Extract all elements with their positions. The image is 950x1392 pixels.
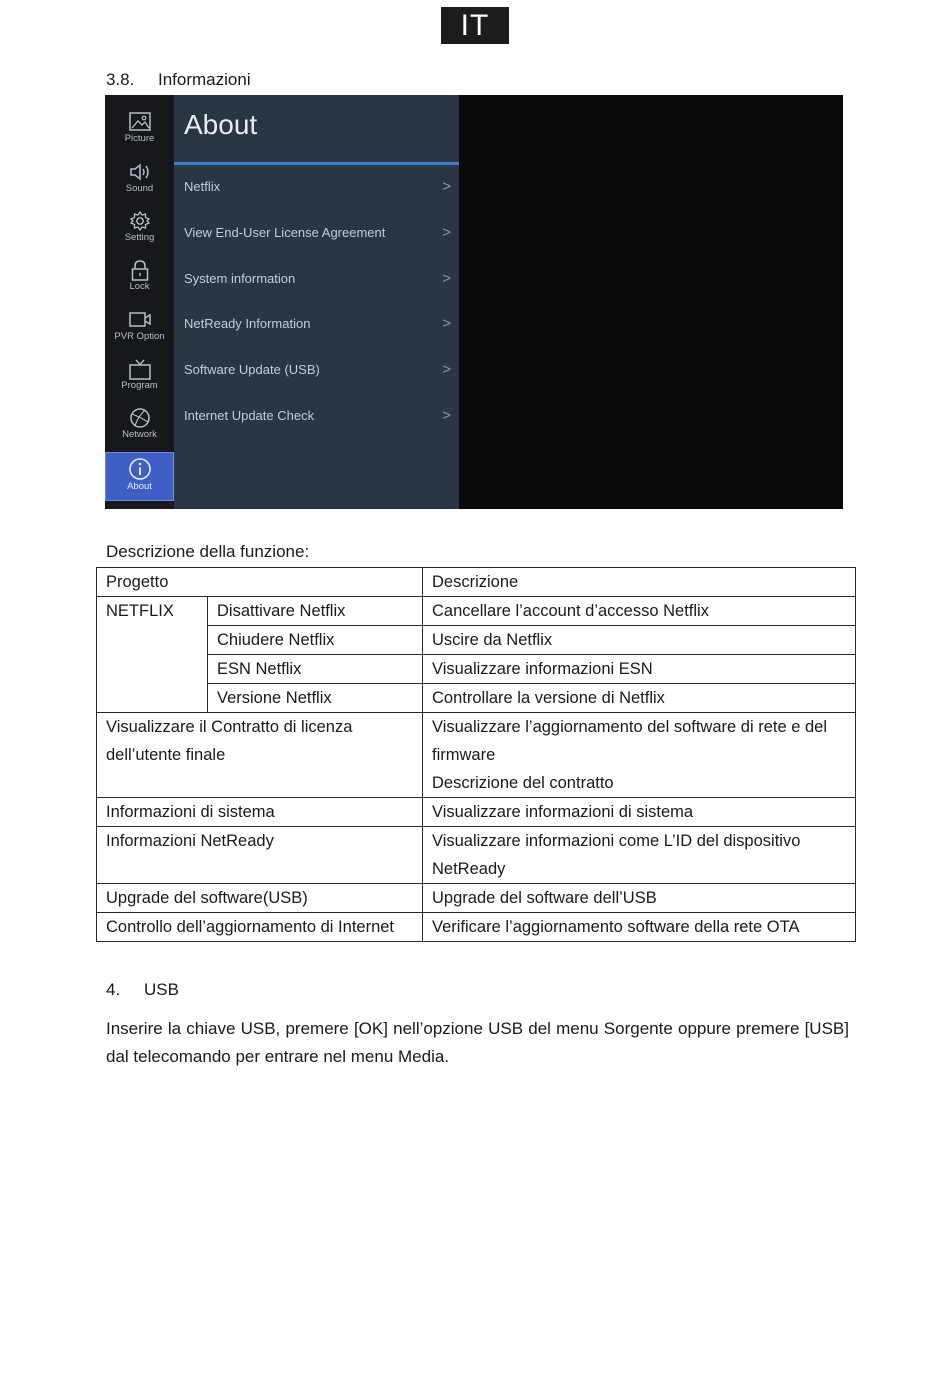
section-heading (106, 70, 251, 90)
lock-icon (128, 259, 152, 281)
function-description-table (96, 567, 856, 942)
sidebar-item-label: Program (121, 380, 158, 391)
cell-text: Visualizzare il Contratto di licenza dell’utente finale (106, 718, 353, 764)
tv-sidebar (105, 95, 174, 509)
info-icon (128, 457, 152, 481)
table-cell-desc: Controllare la versione di Netflix (423, 684, 856, 713)
chevron-right-icon: > (442, 361, 451, 378)
chevron-right-icon: > (442, 407, 451, 424)
table-cell-item: Upgrade del software(USB) (97, 884, 423, 913)
menu-item-netflix[interactable] (174, 167, 459, 207)
table-row (97, 655, 856, 684)
section-number: 3.8. (106, 70, 135, 89)
table-row (97, 626, 856, 655)
picture-icon (128, 111, 152, 133)
chevron-right-icon: > (442, 270, 451, 287)
table-row (97, 713, 856, 798)
panel-divider (174, 162, 459, 165)
sidebar-item-label: Setting (124, 232, 155, 243)
cell-text: Visualizzare l’aggiornamento del software di rete e del firmware (432, 718, 828, 764)
menu-item-label: System information (184, 271, 296, 286)
cell-text: Descrizione del contratto (432, 774, 614, 792)
chevron-right-icon: > (442, 178, 451, 195)
table-row (97, 798, 856, 827)
language-badge: IT (441, 7, 509, 44)
menu-item-label: View End-User License Agreement (184, 225, 386, 240)
menu-item-label: Internet Update Check (184, 408, 315, 423)
section-title: Informazioni (158, 70, 251, 89)
panel-title: About (184, 109, 258, 140)
sidebar-item-label: Network (122, 429, 157, 440)
gear-icon (128, 210, 152, 232)
table-cell-item: ESN Netflix (208, 655, 423, 684)
menu-item-eula[interactable] (174, 213, 459, 253)
sidebar-item-label: Sound (125, 183, 154, 194)
sidebar-item-label: Picture (124, 133, 155, 144)
tv-menu-screenshot (105, 95, 843, 509)
table-cell-desc: Uscire da Netflix (423, 626, 856, 655)
table-cell-item: Chiudere Netflix (208, 626, 423, 655)
table-cell-desc: Cancellare l’account d’accesso Netflix (423, 597, 856, 626)
usb-section-heading (106, 980, 179, 1000)
sidebar-item-network[interactable] (105, 403, 174, 452)
menu-item-netready-information[interactable] (174, 304, 459, 344)
sidebar-item-about[interactable] (105, 452, 174, 501)
sidebar-item-label: PVR Option (114, 331, 165, 342)
description-caption: Descrizione della funzione: (106, 542, 310, 561)
tv-icon (128, 358, 152, 380)
table-cell-desc: Visualizzare informazioni come L’ID del dispositivo NetReady (423, 827, 856, 884)
table-cell-item: Informazioni NetReady (97, 827, 423, 884)
menu-item-internet-update-check[interactable] (174, 396, 459, 436)
table-cell-item: Controllo dell’aggiornamento di Internet (97, 913, 423, 942)
menu-item-label: Software Update (USB) (184, 362, 320, 377)
sidebar-item-pvr-option[interactable] (105, 305, 174, 354)
table-header-row (97, 568, 856, 597)
header-description: Descrizione (423, 568, 856, 597)
chevron-right-icon: > (442, 315, 451, 332)
table-row (97, 913, 856, 942)
sidebar-item-label: Lock (129, 281, 150, 292)
table-cell-desc: Upgrade del software dell’USB (423, 884, 856, 913)
table-cell-item: Versione Netflix (208, 684, 423, 713)
table-row (97, 884, 856, 913)
menu-item-label: NetReady Information (184, 316, 311, 331)
table-cell-desc (423, 713, 856, 798)
table-cell-desc: Visualizzare informazioni ESN (423, 655, 856, 684)
sound-icon (128, 161, 152, 183)
sidebar-item-setting[interactable] (105, 206, 174, 255)
usb-section-number: 4. (106, 980, 121, 999)
globe-icon (128, 407, 152, 429)
about-panel (174, 95, 459, 509)
sidebar-item-lock[interactable] (105, 255, 174, 304)
netflix-group-cell: NETFLIX (97, 597, 208, 713)
usb-paragraph: Inserire la chiave USB, premere [OK] nell’opzione USB del menu Sorgente oppure premere [USB] dal telecomando per entrare nel menu Media. (106, 1019, 849, 1066)
sidebar-item-picture[interactable] (105, 107, 174, 156)
table-cell-item: Informazioni di sistema (97, 798, 423, 827)
usb-section-title: USB (144, 980, 179, 999)
sidebar-item-program[interactable] (105, 354, 174, 403)
menu-item-software-update-usb[interactable] (174, 350, 459, 390)
table-row (97, 597, 856, 626)
table-cell-item: Disattivare Netflix (208, 597, 423, 626)
table-row (97, 827, 856, 884)
chevron-right-icon: > (442, 224, 451, 241)
sidebar-item-label: About (127, 481, 152, 492)
table-cell-desc: Visualizzare informazioni di sistema (423, 798, 856, 827)
pvr-icon (128, 309, 152, 331)
menu-item-system-information[interactable] (174, 259, 459, 299)
sidebar-item-sound[interactable] (105, 157, 174, 206)
header-project: Progetto (97, 568, 423, 597)
menu-item-label: Netflix (184, 179, 221, 194)
table-cell-item (97, 713, 423, 798)
table-row (97, 684, 856, 713)
table-cell-desc: Verificare l’aggiornamento software della rete OTA (423, 913, 856, 942)
